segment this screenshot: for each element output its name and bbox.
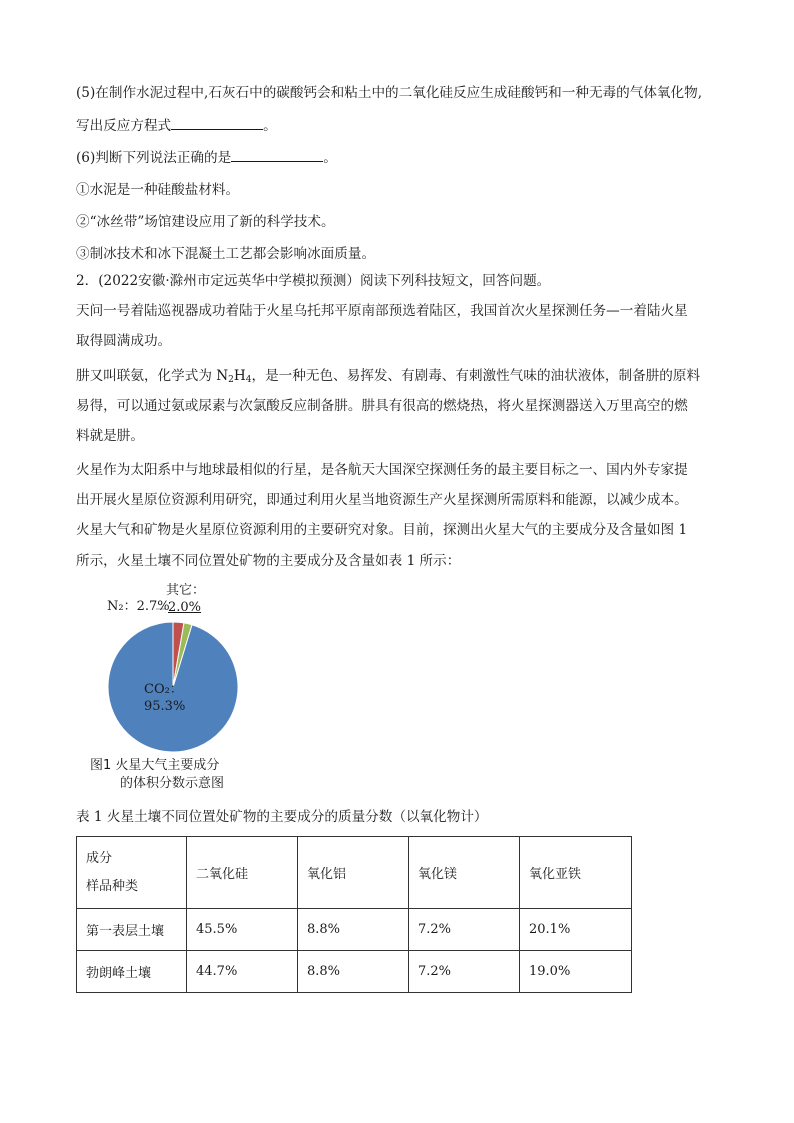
table-cell: 19.0% [520, 951, 632, 993]
q5-line-2 [76, 115, 277, 136]
q6-line [76, 147, 337, 168]
p2-text-c: ，是一种无色、易挥发、有剧毒、有刺激性气味的油状液体，制备肼的原料 [251, 368, 701, 384]
table-row [77, 909, 632, 951]
column-header: 氧化亚铁 [520, 837, 632, 909]
row-name: 勃朗峰土壤 [77, 951, 187, 993]
table-cell: 7.2% [409, 951, 520, 993]
table-cell: 44.7% [187, 951, 298, 993]
q5-line-1: (5)在制作水泥过程中,石灰石中的碳酸钙会和粘土中的二氧化硅反应生成硅酸钙和一种无毒的气体氧化物, [76, 85, 703, 101]
q6-option-3: ③制冰技术和冰下混凝土工艺都会影响冰面质量。 [76, 246, 376, 262]
p2-sub-2: 4 [245, 375, 252, 385]
p2-text-b: H [233, 368, 246, 384]
table-cell: 7.2% [409, 909, 520, 951]
table-cell: 45.5% [187, 909, 298, 951]
q6-end: 。 [323, 150, 337, 166]
q2-p2-line-2: 易得，可以通过氨或尿素与次氯酸反应制备肼。肼具有很高的燃烧热，将火星探测器送入万里高空的燃 [76, 398, 688, 414]
q5-end: 。 [263, 118, 277, 134]
corner-bottom-label: 样品种类 [86, 878, 139, 894]
p2-text-a: 肼又叫联氨，化学式为 N [76, 368, 229, 384]
q2-p3-line-1: 火星作为太阳系中与地球最相似的行星，是各航天大国深空探测任务的最主要目标之一、国内外专家提 [76, 462, 688, 478]
q6-option-2: ②“冰丝带”场馆建设应用了新的科学技术。 [76, 214, 335, 230]
q6-answer-blank[interactable] [231, 147, 323, 162]
pie-label-co2-line-2: 95.3% [144, 699, 186, 714]
table-cell: 8.8% [298, 909, 409, 951]
q2-header: 2．(2022安徽·滁州市定远英华中学模拟预测）阅读下列科技短文，回答问题。 [76, 273, 551, 289]
q2-p3-line-4: 所示，火星土壤不同位置处矿物的主要成分及含量如表 1 所示： [76, 553, 461, 569]
p2-sub-1: 2 [228, 375, 234, 385]
pie-label-other-line-1: 其它： [166, 583, 206, 598]
q2-p3-line-2: 出开展火星原位资源利用研究，即通过利用火星当地资源生产火星探测所需原料和能源，以减少成本。 [76, 492, 688, 508]
table-row [77, 951, 632, 993]
figure-caption-line-1: 图1 火星大气主要成分 [90, 758, 220, 773]
column-header: 氧化铝 [298, 837, 409, 909]
q2-p1-line-1: 天问一号着陆巡视器成功着陆于火星乌托邦平原南部预选着陆区，我国首次火星探测任务—一着陆火星 [76, 303, 688, 319]
q2-p3-line-3: 火星大气和矿物是火星原位资源利用的主要研究对象。目前，探测出火星大气的主要成分及含量如图 1 [76, 522, 688, 538]
table-cell: 20.1% [520, 909, 632, 951]
q5-prompt: 写出反应方程式 [76, 118, 172, 134]
column-header: 氧化镁 [409, 837, 520, 909]
pie-label-other-line-2: 2.0% [168, 600, 202, 615]
figure-caption-line-2: 的体积分数示意图 [120, 776, 225, 791]
table-caption: 表 1 火星土壤不同位置处矿物的主要成分的质量分数（以氧化物计） [76, 809, 488, 825]
mineral-table [76, 836, 632, 993]
pie-chart [80, 583, 270, 798]
pie-label-n2: N₂：2.7% [107, 599, 170, 614]
q6-option-1: ①水泥是一种硅酸盐材料。 [76, 182, 240, 198]
column-header: 二氧化硅 [187, 837, 298, 909]
table-cell: 8.8% [298, 951, 409, 993]
q2-p2-line-3: 料就是肼。 [76, 428, 144, 444]
q5-answer-blank[interactable] [171, 115, 263, 130]
corner-top-label: 成分 [86, 850, 113, 866]
row-name: 第一表层土壤 [77, 909, 187, 951]
q6-prompt: (6)判断下列说法正确的是 [76, 150, 232, 166]
q2-p1-line-2: 取得圆满成功。 [76, 333, 172, 349]
q2-p2-line-1 [76, 366, 700, 386]
table-corner-cell [77, 837, 187, 909]
pie-label-co2-line-1: CO₂： [144, 682, 183, 697]
table-header-row [77, 837, 632, 909]
